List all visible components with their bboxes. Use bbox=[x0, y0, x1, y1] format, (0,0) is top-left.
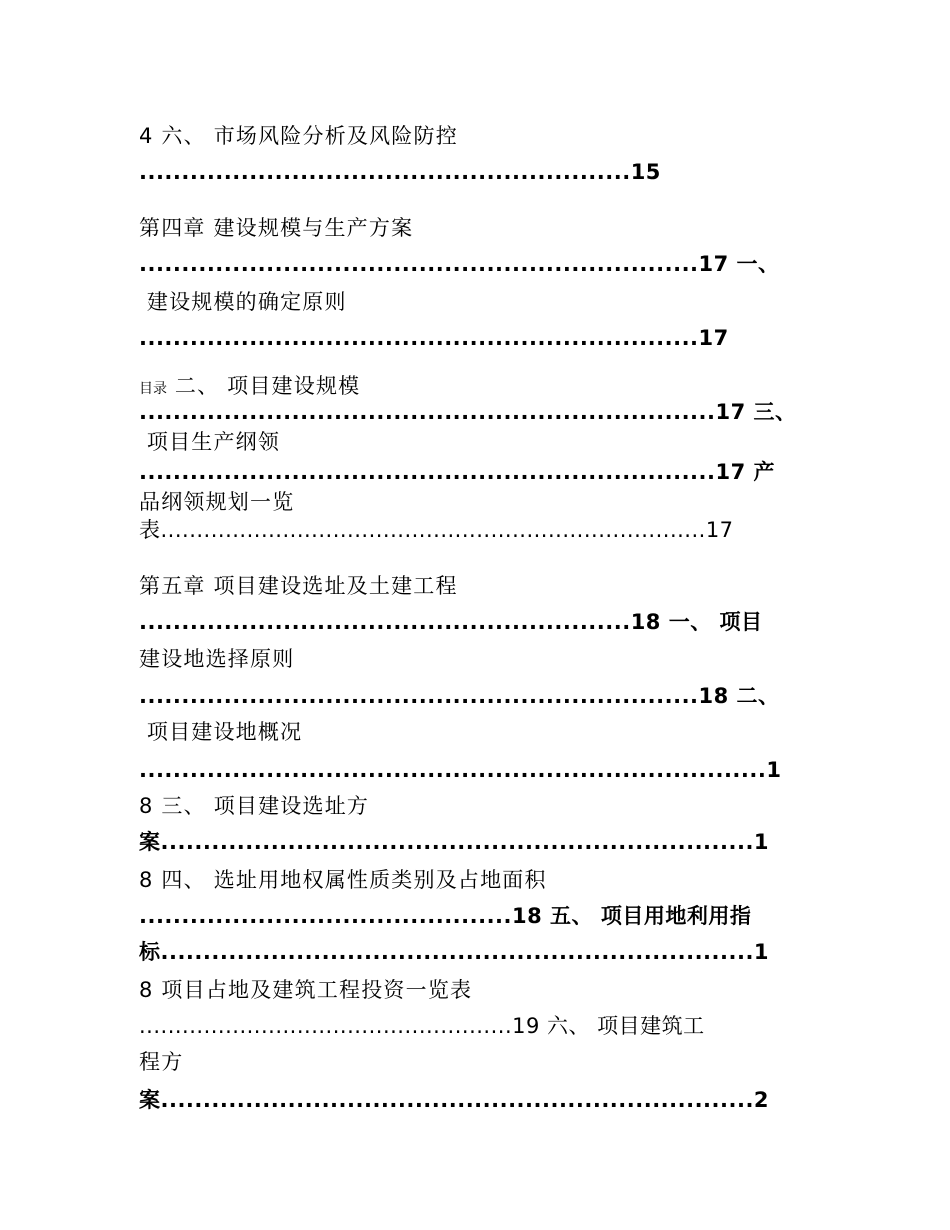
toc-leader: ..................................................................17 bbox=[139, 326, 729, 350]
toc-chapter: 第五章 项目建设选址及土建工程 bbox=[139, 574, 458, 598]
toc-leader: ..........................................................................1 bbox=[139, 758, 782, 782]
toc-leader: ..........................................................15 bbox=[139, 160, 661, 184]
toc-entry: 建设地选择原则 bbox=[139, 647, 295, 671]
toc-entry: 程方 bbox=[139, 1050, 184, 1074]
toc-entry: 8 项目占地及建筑工程投资一览表 bbox=[139, 978, 473, 1002]
toc-leader: ....................................................................17 三、 bbox=[139, 400, 797, 424]
toc-entry: 4 六、 市场风险分析及风险防控 bbox=[139, 124, 458, 148]
toc-leader: 案......................................................................2 bbox=[139, 1088, 770, 1112]
toc-leader: ............................................18 五、 项目用地利用指 bbox=[139, 904, 752, 928]
toc-entry: 8 三、 项目建设选址方 bbox=[139, 794, 370, 818]
toc-entry: 项目生产纲领 bbox=[139, 430, 281, 454]
toc-entry: 8 四、 选址用地权属性质类别及占地面积 bbox=[139, 868, 547, 892]
toc-entry: 项目建设地概况 bbox=[139, 720, 303, 744]
toc-leader: 案......................................................................1 bbox=[139, 830, 770, 854]
toc-leader: ..........................................................18 一、 项目 bbox=[139, 610, 763, 634]
toc-chapter: 第四章 建设规模与生产方案 bbox=[139, 216, 414, 240]
toc-leader: ....................................................19 六、 项目建筑工 bbox=[139, 1014, 705, 1038]
toc-leader: 标......................................................................1 bbox=[139, 940, 770, 964]
toc-leader: 表............................................................................17 bbox=[139, 518, 734, 542]
toc-entry-text: 二、 项目建设规模 bbox=[167, 374, 361, 398]
toc-entry: 建设规模的确定原则 bbox=[139, 290, 347, 314]
toc-entry: 品纲领规划一览 bbox=[139, 490, 295, 514]
toc-leader: ....................................................................17 产 bbox=[139, 460, 776, 484]
toc-header-mark: 目录 bbox=[139, 381, 167, 397]
toc-leader: ..................................................................17 一、 bbox=[139, 252, 780, 276]
toc-leader: ..................................................................18 二、 bbox=[139, 684, 780, 708]
